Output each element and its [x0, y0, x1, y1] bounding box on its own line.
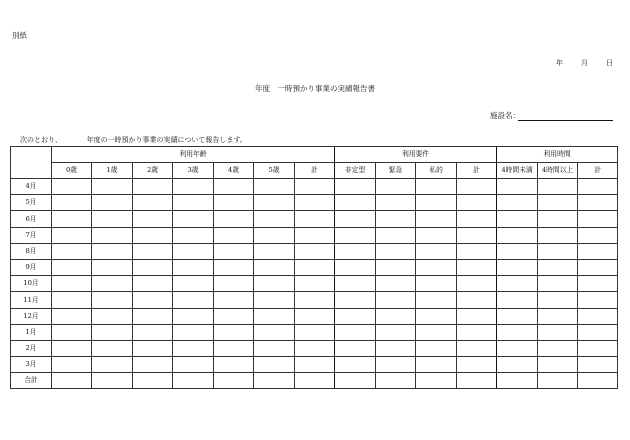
- data-cell[interactable]: [254, 357, 295, 373]
- data-cell[interactable]: [214, 259, 254, 275]
- data-cell[interactable]: [133, 179, 173, 195]
- data-cell[interactable]: [416, 276, 457, 292]
- data-cell[interactable]: [92, 259, 133, 275]
- data-cell[interactable]: [335, 373, 376, 389]
- column-header: 4時間未満: [497, 163, 538, 179]
- data-cell[interactable]: [497, 243, 538, 259]
- data-cell[interactable]: [376, 211, 416, 227]
- data-cell[interactable]: [295, 308, 335, 324]
- data-cell[interactable]: [254, 259, 295, 275]
- data-cell[interactable]: [538, 308, 578, 324]
- date-year-label: 年: [556, 59, 563, 67]
- data-cell[interactable]: [214, 179, 254, 195]
- row-label: 12月: [11, 308, 52, 324]
- column-header: 3歳: [173, 163, 214, 179]
- data-cell[interactable]: [376, 243, 416, 259]
- data-cell[interactable]: [133, 243, 173, 259]
- data-cell[interactable]: [295, 373, 335, 389]
- data-cell[interactable]: [214, 308, 254, 324]
- data-cell[interactable]: [457, 195, 497, 211]
- data-cell[interactable]: [376, 357, 416, 373]
- data-cell[interactable]: [497, 324, 538, 340]
- attachment-label: 別紙: [12, 31, 27, 40]
- data-cell[interactable]: [92, 357, 133, 373]
- data-cell[interactable]: [538, 179, 578, 195]
- data-cell[interactable]: [376, 292, 416, 308]
- data-cell[interactable]: [457, 357, 497, 373]
- data-cell[interactable]: [254, 373, 295, 389]
- data-cell[interactable]: [578, 195, 618, 211]
- table-body: [11, 179, 618, 389]
- row-label: 1月: [11, 324, 52, 340]
- data-cell[interactable]: [497, 179, 538, 195]
- data-cell[interactable]: [416, 292, 457, 308]
- data-cell[interactable]: [335, 179, 376, 195]
- data-cell[interactable]: [416, 259, 457, 275]
- data-cell[interactable]: [335, 243, 376, 259]
- table-row: [11, 308, 618, 324]
- data-cell[interactable]: [335, 324, 376, 340]
- data-cell[interactable]: [254, 292, 295, 308]
- data-cell[interactable]: [538, 373, 578, 389]
- data-cell[interactable]: [376, 179, 416, 195]
- column-header: 2歳: [133, 163, 173, 179]
- data-cell[interactable]: [335, 340, 376, 356]
- data-cell[interactable]: [376, 227, 416, 243]
- row-label: 11月: [11, 292, 52, 308]
- data-cell[interactable]: [173, 227, 214, 243]
- date-day-label: 日: [606, 59, 613, 67]
- row-label: 9月: [11, 259, 52, 275]
- data-cell[interactable]: [578, 373, 618, 389]
- data-cell[interactable]: [295, 324, 335, 340]
- facility-name-label: 施設名：: [490, 111, 520, 120]
- data-cell[interactable]: [578, 324, 618, 340]
- data-cell[interactable]: [295, 227, 335, 243]
- intro-text: 次のとおり、 年度の一時預かり事業の実績について報告します。: [20, 136, 247, 144]
- data-cell[interactable]: [173, 373, 214, 389]
- data-cell[interactable]: [173, 259, 214, 275]
- data-cell[interactable]: [133, 308, 173, 324]
- table-row: [11, 179, 618, 195]
- row-label: 4月: [11, 179, 52, 195]
- data-cell[interactable]: [52, 243, 92, 259]
- data-cell[interactable]: [92, 227, 133, 243]
- data-cell[interactable]: [52, 357, 92, 373]
- data-cell[interactable]: [457, 259, 497, 275]
- data-cell[interactable]: [497, 357, 538, 373]
- data-cell[interactable]: [538, 357, 578, 373]
- row-label: 合計: [11, 373, 52, 389]
- data-cell[interactable]: [173, 357, 214, 373]
- data-cell[interactable]: [457, 324, 497, 340]
- data-cell[interactable]: [538, 259, 578, 275]
- column-header: 4時間以上: [538, 163, 578, 179]
- group-header-time: 利用時間: [497, 147, 618, 163]
- data-cell[interactable]: [173, 340, 214, 356]
- data-cell[interactable]: [214, 357, 254, 373]
- report-table: [10, 146, 618, 389]
- data-cell[interactable]: [133, 324, 173, 340]
- row-label: 2月: [11, 340, 52, 356]
- data-cell[interactable]: [254, 340, 295, 356]
- data-cell[interactable]: [335, 357, 376, 373]
- data-cell[interactable]: [92, 340, 133, 356]
- data-cell[interactable]: [214, 227, 254, 243]
- table-row: [11, 211, 618, 227]
- data-cell[interactable]: [133, 227, 173, 243]
- data-cell[interactable]: [497, 308, 538, 324]
- data-cell[interactable]: [376, 259, 416, 275]
- data-cell[interactable]: [578, 259, 618, 275]
- data-cell[interactable]: [578, 292, 618, 308]
- data-cell[interactable]: [416, 324, 457, 340]
- data-cell[interactable]: [457, 340, 497, 356]
- table-row: [11, 276, 618, 292]
- data-cell[interactable]: [173, 276, 214, 292]
- data-cell[interactable]: [538, 340, 578, 356]
- data-cell[interactable]: [497, 373, 538, 389]
- data-cell[interactable]: [457, 292, 497, 308]
- row-label: 5月: [11, 195, 52, 211]
- data-cell[interactable]: [92, 373, 133, 389]
- data-cell[interactable]: [295, 340, 335, 356]
- data-cell[interactable]: [214, 373, 254, 389]
- table-row: [11, 340, 618, 356]
- data-cell[interactable]: [133, 211, 173, 227]
- data-cell[interactable]: [538, 292, 578, 308]
- column-header: 0歳: [52, 163, 92, 179]
- data-cell[interactable]: [578, 357, 618, 373]
- row-label: 8月: [11, 243, 52, 259]
- data-cell[interactable]: [457, 308, 497, 324]
- data-cell[interactable]: [497, 227, 538, 243]
- data-cell[interactable]: [133, 340, 173, 356]
- data-cell[interactable]: [214, 211, 254, 227]
- data-cell[interactable]: [133, 292, 173, 308]
- data-cell[interactable]: [416, 308, 457, 324]
- data-cell[interactable]: [416, 179, 457, 195]
- data-cell[interactable]: [376, 308, 416, 324]
- row-label: 7月: [11, 227, 52, 243]
- data-cell[interactable]: [295, 259, 335, 275]
- data-cell[interactable]: [295, 211, 335, 227]
- data-cell[interactable]: [133, 195, 173, 211]
- data-cell[interactable]: [214, 340, 254, 356]
- data-cell[interactable]: [335, 276, 376, 292]
- data-cell[interactable]: [416, 243, 457, 259]
- corner-cell: [11, 147, 52, 179]
- data-cell[interactable]: [92, 324, 133, 340]
- data-cell[interactable]: [376, 276, 416, 292]
- data-cell[interactable]: [497, 211, 538, 227]
- data-cell[interactable]: [173, 195, 214, 211]
- data-cell[interactable]: [214, 324, 254, 340]
- data-cell[interactable]: [497, 259, 538, 275]
- data-cell[interactable]: [52, 259, 92, 275]
- data-cell[interactable]: [457, 373, 497, 389]
- data-cell[interactable]: [52, 324, 92, 340]
- table-row: [11, 259, 618, 275]
- data-cell[interactable]: [416, 357, 457, 373]
- data-cell[interactable]: [416, 340, 457, 356]
- table-row: [11, 243, 618, 259]
- column-header: 計: [457, 163, 497, 179]
- data-cell[interactable]: [173, 179, 214, 195]
- group-header-row: [11, 147, 618, 163]
- facility-name-field[interactable]: [518, 120, 613, 121]
- data-cell[interactable]: [538, 227, 578, 243]
- column-header: 計: [295, 163, 335, 179]
- data-cell[interactable]: [335, 292, 376, 308]
- data-cell[interactable]: [254, 276, 295, 292]
- data-cell[interactable]: [52, 292, 92, 308]
- column-header: 私的: [416, 163, 457, 179]
- group-header-requirement: 利用要件: [335, 147, 497, 163]
- data-cell[interactable]: [254, 211, 295, 227]
- data-cell[interactable]: [92, 179, 133, 195]
- table-row: [11, 373, 618, 389]
- data-cell[interactable]: [254, 227, 295, 243]
- data-cell[interactable]: [52, 373, 92, 389]
- data-cell[interactable]: [52, 340, 92, 356]
- data-cell[interactable]: [335, 195, 376, 211]
- data-cell[interactable]: [52, 308, 92, 324]
- data-cell[interactable]: [173, 292, 214, 308]
- data-cell[interactable]: [173, 324, 214, 340]
- data-cell[interactable]: [92, 308, 133, 324]
- data-cell[interactable]: [376, 195, 416, 211]
- table-row: [11, 292, 618, 308]
- data-cell[interactable]: [173, 243, 214, 259]
- data-cell[interactable]: [457, 243, 497, 259]
- data-cell[interactable]: [578, 211, 618, 227]
- data-cell[interactable]: [416, 195, 457, 211]
- column-header: 非定型: [335, 163, 376, 179]
- data-cell[interactable]: [578, 308, 618, 324]
- data-cell[interactable]: [133, 276, 173, 292]
- data-cell[interactable]: [133, 357, 173, 373]
- data-cell[interactable]: [92, 211, 133, 227]
- data-cell[interactable]: [254, 179, 295, 195]
- column-header: 計: [578, 163, 618, 179]
- row-label: 10月: [11, 276, 52, 292]
- data-cell[interactable]: [416, 211, 457, 227]
- data-cell[interactable]: [335, 211, 376, 227]
- data-cell[interactable]: [335, 308, 376, 324]
- data-cell[interactable]: [295, 357, 335, 373]
- data-cell[interactable]: [92, 195, 133, 211]
- group-header-age: 利用年齢: [52, 147, 335, 163]
- data-cell[interactable]: [173, 308, 214, 324]
- data-cell[interactable]: [497, 195, 538, 211]
- data-cell[interactable]: [457, 276, 497, 292]
- data-cell[interactable]: [52, 211, 92, 227]
- data-cell[interactable]: [214, 195, 254, 211]
- table-row: [11, 195, 618, 211]
- data-cell[interactable]: [497, 276, 538, 292]
- data-cell[interactable]: [578, 179, 618, 195]
- data-cell[interactable]: [133, 373, 173, 389]
- data-cell[interactable]: [457, 179, 497, 195]
- data-cell[interactable]: [92, 243, 133, 259]
- table-row: [11, 357, 618, 373]
- column-header-row: [11, 163, 618, 179]
- data-cell[interactable]: [214, 292, 254, 308]
- data-cell[interactable]: [254, 243, 295, 259]
- column-header: 5歳: [254, 163, 295, 179]
- data-cell[interactable]: [538, 243, 578, 259]
- data-cell[interactable]: [52, 179, 92, 195]
- data-cell[interactable]: [254, 324, 295, 340]
- data-cell[interactable]: [416, 227, 457, 243]
- data-cell[interactable]: [295, 243, 335, 259]
- data-cell[interactable]: [497, 340, 538, 356]
- data-cell[interactable]: [376, 324, 416, 340]
- data-cell[interactable]: [254, 195, 295, 211]
- data-cell[interactable]: [254, 308, 295, 324]
- column-header: 1歳: [92, 163, 133, 179]
- data-cell[interactable]: [538, 211, 578, 227]
- data-cell[interactable]: [376, 340, 416, 356]
- data-cell[interactable]: [335, 227, 376, 243]
- row-label: 6月: [11, 211, 52, 227]
- data-cell[interactable]: [416, 373, 457, 389]
- data-cell[interactable]: [214, 243, 254, 259]
- column-header: 4歳: [214, 163, 254, 179]
- data-cell[interactable]: [173, 211, 214, 227]
- data-cell[interactable]: [457, 227, 497, 243]
- data-cell[interactable]: [295, 276, 335, 292]
- data-cell[interactable]: [92, 276, 133, 292]
- data-cell[interactable]: [578, 227, 618, 243]
- data-cell[interactable]: [335, 259, 376, 275]
- data-cell[interactable]: [52, 227, 92, 243]
- data-cell[interactable]: [295, 292, 335, 308]
- data-cell[interactable]: [52, 276, 92, 292]
- data-cell[interactable]: [578, 276, 618, 292]
- data-cell[interactable]: [295, 179, 335, 195]
- data-cell[interactable]: [214, 276, 254, 292]
- data-cell[interactable]: [538, 276, 578, 292]
- data-cell[interactable]: [92, 292, 133, 308]
- data-cell[interactable]: [538, 324, 578, 340]
- table-row: [11, 324, 618, 340]
- document-title: 年度 一時預かり事業の実績報告書: [255, 84, 375, 93]
- row-label: 3月: [11, 357, 52, 373]
- data-cell[interactable]: [538, 195, 578, 211]
- data-cell[interactable]: [376, 373, 416, 389]
- data-cell[interactable]: [133, 259, 173, 275]
- data-cell[interactable]: [457, 211, 497, 227]
- data-cell[interactable]: [578, 340, 618, 356]
- data-cell[interactable]: [497, 292, 538, 308]
- column-header: 緊急: [376, 163, 416, 179]
- date-month-label: 月: [581, 59, 588, 67]
- table-row: [11, 227, 618, 243]
- data-cell[interactable]: [52, 195, 92, 211]
- data-cell[interactable]: [578, 243, 618, 259]
- data-cell[interactable]: [295, 195, 335, 211]
